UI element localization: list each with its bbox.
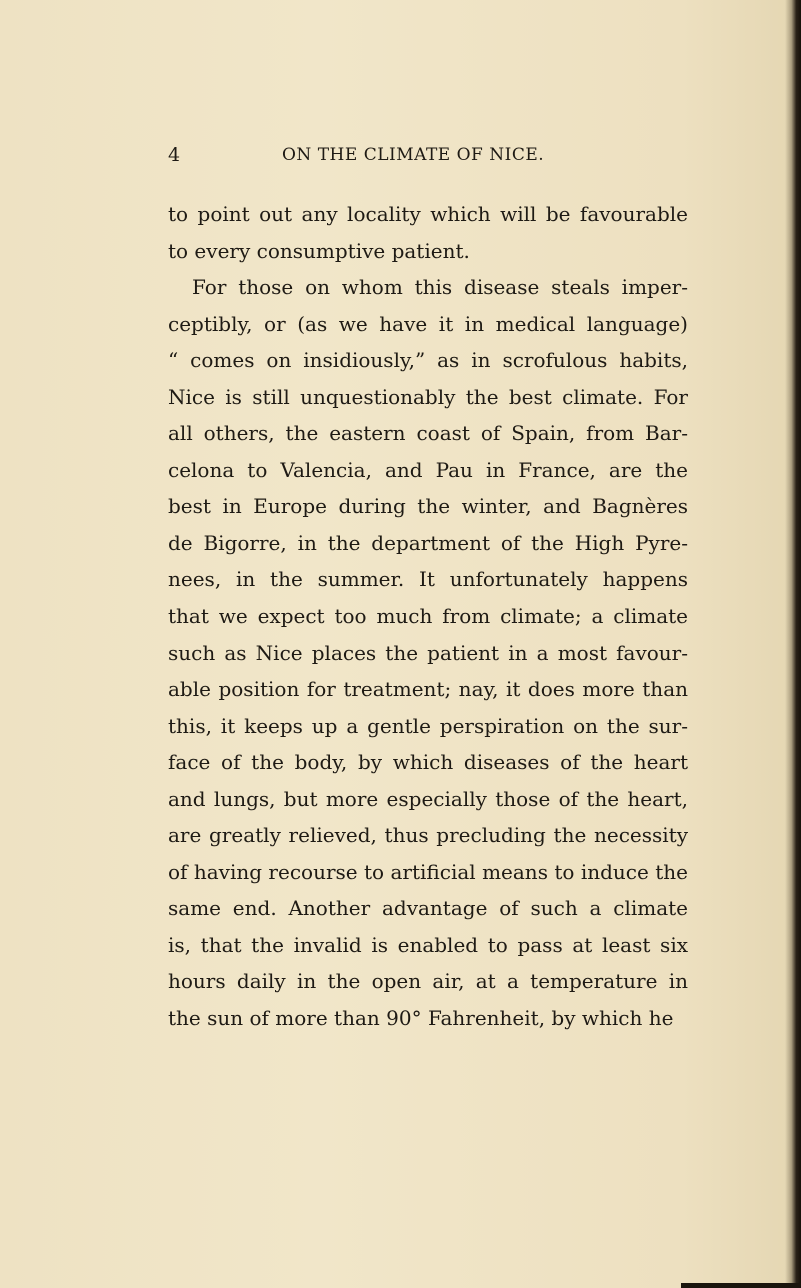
text-line: For those on whom this disease steals imper- bbox=[192, 275, 688, 300]
text-line: nees, in the summer. It unfortunately happens bbox=[168, 567, 688, 592]
text-line: celona to Valencia, and Pau in France, are the bbox=[168, 457, 688, 482]
body-text bbox=[168, 196, 688, 1037]
text-line: are greatly relieved, thus precluding the necessity bbox=[168, 823, 688, 848]
text-line: face of the body, by which diseases of the heart bbox=[168, 750, 688, 775]
text-line: this, it keeps up a gentle perspiration on the sur- bbox=[168, 713, 688, 738]
running-head: ON THE CLIMATE OF NICE. bbox=[282, 145, 545, 165]
text-line: all others, the eastern coast of Spain, from Bar- bbox=[168, 421, 688, 446]
page-binding-edge bbox=[785, 0, 801, 1288]
text-line: the sun of more than 90° Fahrenheit, by which he bbox=[168, 1006, 674, 1031]
text-line: to point out any locality which will be favourable bbox=[168, 202, 688, 226]
text-line: ceptibly, or (as we have it in medical language) bbox=[168, 311, 688, 336]
text-line: and lungs, but more especially those of the heart, bbox=[168, 786, 688, 811]
text-line: hours daily in the open air, at a temperature in bbox=[168, 969, 688, 994]
text-line: to every consumptive patient. bbox=[168, 238, 470, 263]
text-line: same end. Another advantage of such a climate bbox=[168, 896, 688, 921]
text-line: “ comes on insidiously,” as in scrofulous habits, bbox=[168, 348, 688, 373]
text-line: of having recourse to artificial means to induce the bbox=[168, 859, 688, 884]
page-number: 4 bbox=[168, 144, 181, 166]
text-line: de Bigorre, in the department of the High Pyre- bbox=[168, 530, 688, 555]
text-line: best in Europe during the winter, and Bagnères bbox=[168, 494, 688, 519]
text-line: able position for treatment; nay, it does more than bbox=[168, 677, 688, 702]
text-line: such as Nice places the patient in a most favour- bbox=[168, 640, 688, 665]
page-corner-shadow bbox=[681, 1283, 801, 1288]
text-line: Nice is still unquestionably the best climate. For bbox=[168, 384, 688, 409]
text-line: is, that the invalid is enabled to pass at least six bbox=[168, 932, 688, 957]
page-header bbox=[168, 144, 728, 168]
text-line: that we expect too much from climate; a climate bbox=[168, 604, 688, 629]
